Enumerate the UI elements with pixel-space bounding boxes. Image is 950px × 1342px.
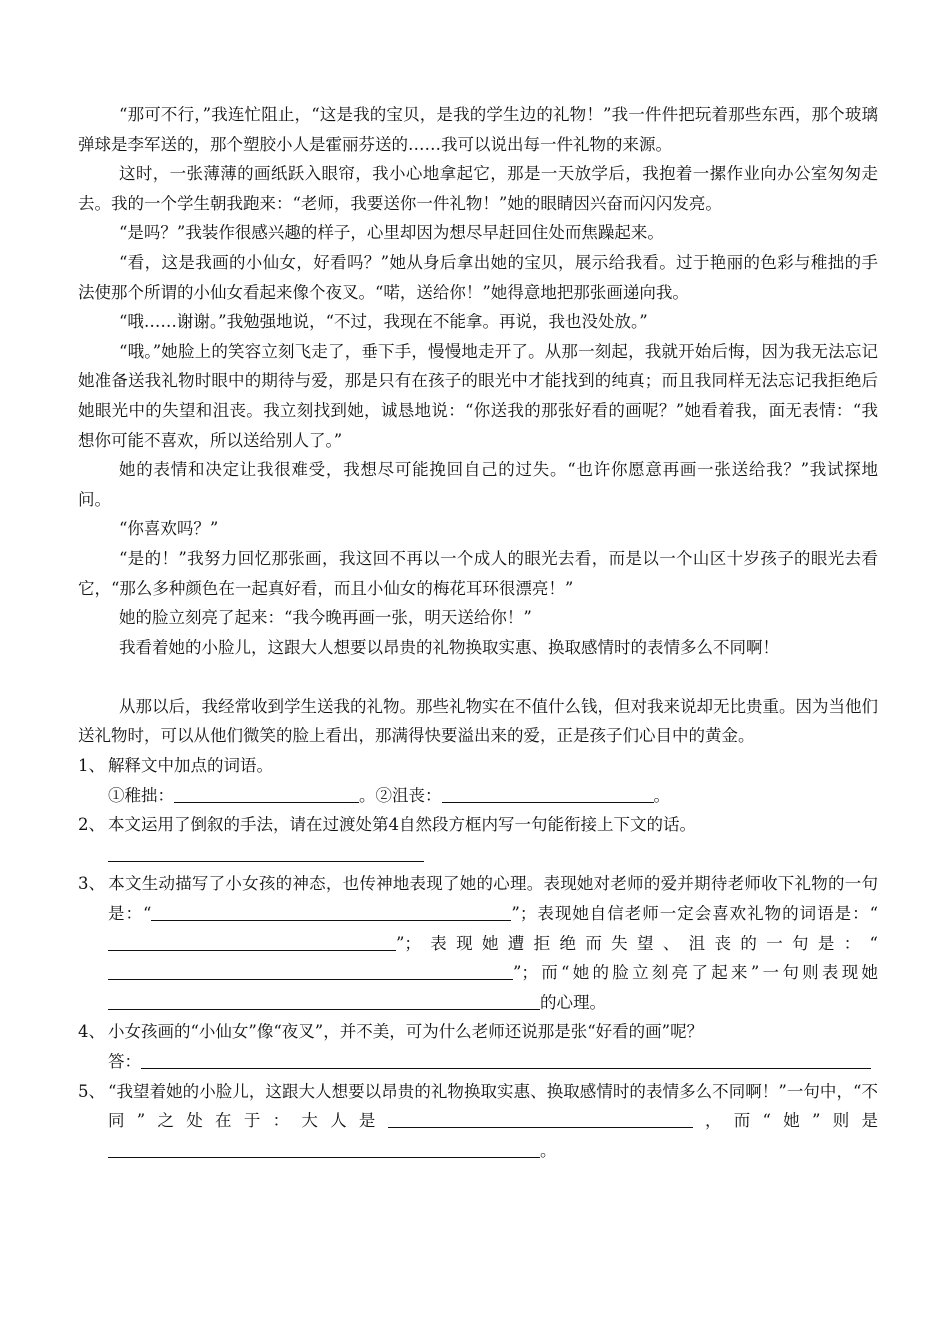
question-text: ，而“她”则是 [692,1111,879,1131]
passage-paragraph: 从那以后，我经常收到学生送我的礼物。那些礼物实在不值什么钱，但对我来说却无比贵重。因为当他们送礼物时，可以从他们微笑的脸上看出，那满得快要溢出来的爱，正是孩子们心目中的黄金。 [78,696,878,746]
question-text: ”；而“她的脸立刻亮了起来”一句则表现她 [513,963,878,983]
answer-blank[interactable] [108,932,396,951]
answer-label: ①稚拙： [108,785,174,805]
question-text: 解释文中加点的词语。 [108,756,273,776]
passage-paragraph: “哦……谢谢。”我勉强地说，“不过，我现在不能拿。再说，我也没处放。” [119,312,648,332]
passage-paragraph: 这时，一张薄薄的画纸跃入眼帘，我小心地拿起它，那是一天放学后，我抱着一摞作业向办公室匆匆走去。我的一个学生朝我跑来：“老师，我要送你一件礼物！”她的眼睛因兴奋而闪闪发亮。 [78,164,878,213]
question-1 [78,751,878,781]
question-number: 5、 [78,1081,105,1101]
passage-paragraph: “是的！”我努力回忆那张画，我这回不再以一个成人的眼光去看，而是以一个山区十岁孩子的眼光去看它，“那么多种颜色在一起真好看，而且小仙女的梅花耳环很漂亮！” [78,548,878,598]
passage-paragraph: “你喜欢吗？” [119,519,219,539]
paragraph-spacer [78,662,878,692]
question-5 [78,1077,878,1166]
question-4-answer [78,1047,878,1077]
passage-paragraph: 她的表情和决定让我很难受，我想尽可能挽回自己的过失。“也许你愿意再画一张送给我？”我试探地问。 [78,460,878,509]
answer-blank[interactable] [174,784,359,803]
question-text: 本文生动描写了小女孩的神态，也传神地表现了她的心理。表现她对老师的爱并期待老师收下礼物的一句是：“ [108,874,878,924]
answer-blank[interactable] [442,784,654,803]
question-number: 4、 [78,1022,105,1042]
passage-paragraph: 她的脸立刻亮了起来：“我今晚再画一张，明天送给你！” [119,608,532,628]
question-4 [78,1017,878,1047]
question-text: ”；表现她遭拒绝而失望、沮丧的一句是：“ [396,933,878,953]
question-text: “我望着她的小脸儿，这跟大人想要以昂贵的礼物换取实惠、换取感情时的表情多么不同啊！”一句中，“不同”之处在于：大人是 [108,1081,878,1131]
passage-paragraph: “哦。”她脸上的笑容立刻飞走了，垂下手，慢慢地走开了。从那一刻起，我就开始后悔，因为我无法忘记她准备送我礼物时眼中的期待与爱，那是只有在孩子的眼光中才能找到的纯真；而且我同样无法忘记我拒绝后她眼光中的失望和沮丧。我立刻找到她，诚恳地说：“你送我的那张好看的画呢？”她看着我，面无表情：“我想你可能不喜欢，所以送给别人了。” [78,341,878,450]
passage-paragraph: “是吗？”我装作很感兴趣的样子，心里却因为想尽早赶回住处而焦躁起来。 [119,223,664,243]
answer-blank[interactable] [108,1139,540,1158]
answer-blank[interactable] [388,1109,693,1128]
punctuation: 。 [540,1140,557,1160]
answer-blank[interactable] [151,902,511,921]
question-text: 的心理。 [540,992,606,1012]
question-3 [78,869,878,1017]
question-2-answer-line [78,840,878,870]
worksheet-page [78,100,878,1165]
question-text: ”；表现她自信老师一定会喜欢礼物的词语是：“ [511,904,879,924]
answer-label: ②沮丧： [375,785,442,805]
question-number: 3、 [78,874,105,894]
punctuation: 。 [359,785,376,805]
passage-paragraph: “看，这是我画的小仙女，好看吗？”她从身后拿出她的宝贝，展示给我看。过于艳丽的色彩与稚拙的手法使那个所谓的小仙女看起来像个夜叉。“喏，送给你！”她得意地把那张画递向我。 [78,252,878,302]
question-text: 小女孩画的“小仙女”像“夜叉”，并不美，可为什么老师还说那是张“好看的画”呢？ [108,1022,704,1042]
question-1-answers [78,781,878,811]
question-number: 1、 [78,756,105,776]
passage-paragraph: “那可不行，”我连忙阻止，“这是我的宝贝，是我的学生边的礼物！”我一件件把玩着那些东西，那个玻璃弹球是李军送的，那个塑胶小人是霍丽芬送的……我可以说出每一件礼物的来源。 [78,105,878,154]
answer-blank[interactable] [108,961,513,980]
answer-label: 答： [108,1052,141,1071]
question-number: 2、 [78,815,105,835]
punctuation: 。 [653,785,670,805]
passage-paragraph: 我看着她的小脸儿，这跟大人想要以昂贵的礼物换取实惠、换取感情时的表情多么不同啊！ [119,637,779,657]
question-text: 本文运用了倒叙的手法，请在过渡处第4自然段方框内写一句能衔接上下文的话。 [108,815,696,835]
answer-blank[interactable] [108,843,424,862]
answer-blank[interactable] [108,991,540,1010]
question-2 [78,810,878,840]
answer-blank[interactable] [141,1050,871,1069]
